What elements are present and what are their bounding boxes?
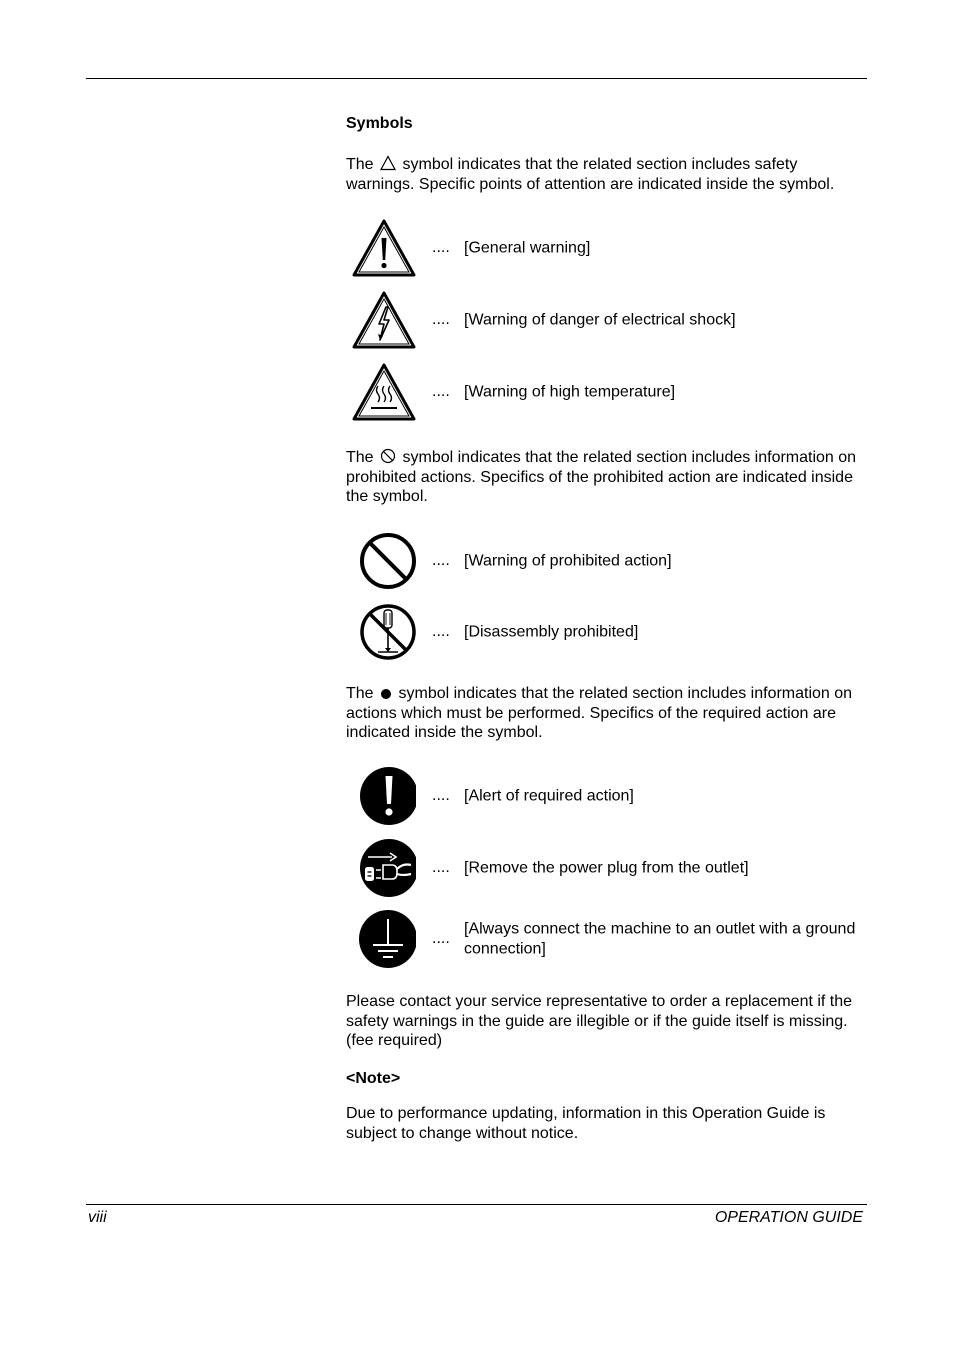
remove-power-plug-icon [352, 838, 416, 898]
leader-dots: .... [432, 787, 450, 804]
page-number: viii [88, 1209, 107, 1226]
warning-intro-post: symbol indicates that the related section includes safety warnings. Specific points of attention are indicated inside the symbol. [346, 156, 835, 193]
high-temperature-warning-icon [352, 362, 416, 422]
symbol-label: [Remove the power plug from the outlet] [464, 859, 749, 877]
replacement-note: Please contact your service representative to order a replacement if the safety warnings in the guide are illegible or if the guide itself is missing. (fee required) [346, 993, 853, 1049]
symbol-label: [Disassembly prohibited] [464, 623, 639, 641]
prohibited-intro-pre: The [346, 449, 374, 466]
list-item [346, 531, 868, 591]
symbol-label: [Alert of required action] [464, 787, 634, 805]
prohibition-outline-icon [380, 448, 396, 464]
required-action-alert-icon [352, 766, 416, 826]
general-warning-icon [352, 218, 416, 278]
warning-intro [346, 155, 868, 194]
required-intro [346, 684, 868, 743]
leader-dots: .... [432, 383, 450, 400]
symbol-label: [Warning of prohibited action] [464, 552, 672, 570]
list-item [346, 362, 868, 422]
leader-dots: .... [432, 930, 450, 947]
leader-dots: .... [432, 239, 450, 256]
list-item [346, 909, 868, 969]
symbol-label: [Warning of high temperature] [464, 383, 676, 401]
symbol-label: [Warning of danger of electrical shock] [464, 311, 736, 329]
symbol-label: [Always connect the machine to an outlet with a ground connection] [464, 920, 856, 957]
list-item [346, 838, 868, 898]
prohibited-intro [346, 448, 868, 507]
list-item [346, 766, 868, 826]
list-item [346, 602, 868, 662]
filled-circle-icon [380, 688, 392, 700]
list-item [346, 218, 868, 278]
note-text: Due to performance updating, information in this Operation Guide is subject to change without notice. [346, 1105, 826, 1142]
leader-dots: .... [432, 552, 450, 569]
warning-intro-pre: The [346, 156, 374, 173]
footer-rule [86, 1204, 867, 1205]
disassembly-prohibited-icon [352, 602, 416, 662]
symbol-label: [General warning] [464, 239, 591, 257]
leader-dots: .... [432, 311, 450, 328]
required-intro-post: symbol indicates that the related section includes information on actions which must be performed. Specifics of the required action are indicated inside the symbol. [346, 685, 853, 741]
leader-dots: .... [432, 859, 450, 876]
prohibited-intro-post: symbol indicates that the related section includes information on prohibited actions. Specifics of the prohibited action are indicated inside the symbol. [346, 449, 857, 505]
prohibited-action-icon [352, 531, 416, 591]
symbols-heading: Symbols [346, 115, 413, 132]
note-heading: <Note> [346, 1070, 401, 1087]
guide-title: OPERATION GUIDE [714, 1209, 863, 1226]
electrical-shock-warning-icon [352, 290, 416, 350]
header-rule [86, 78, 867, 79]
triangle-outline-icon [380, 155, 396, 171]
ground-connection-icon [352, 909, 416, 969]
list-item [346, 290, 868, 350]
required-intro-pre: The [346, 685, 374, 702]
leader-dots: .... [432, 623, 450, 640]
